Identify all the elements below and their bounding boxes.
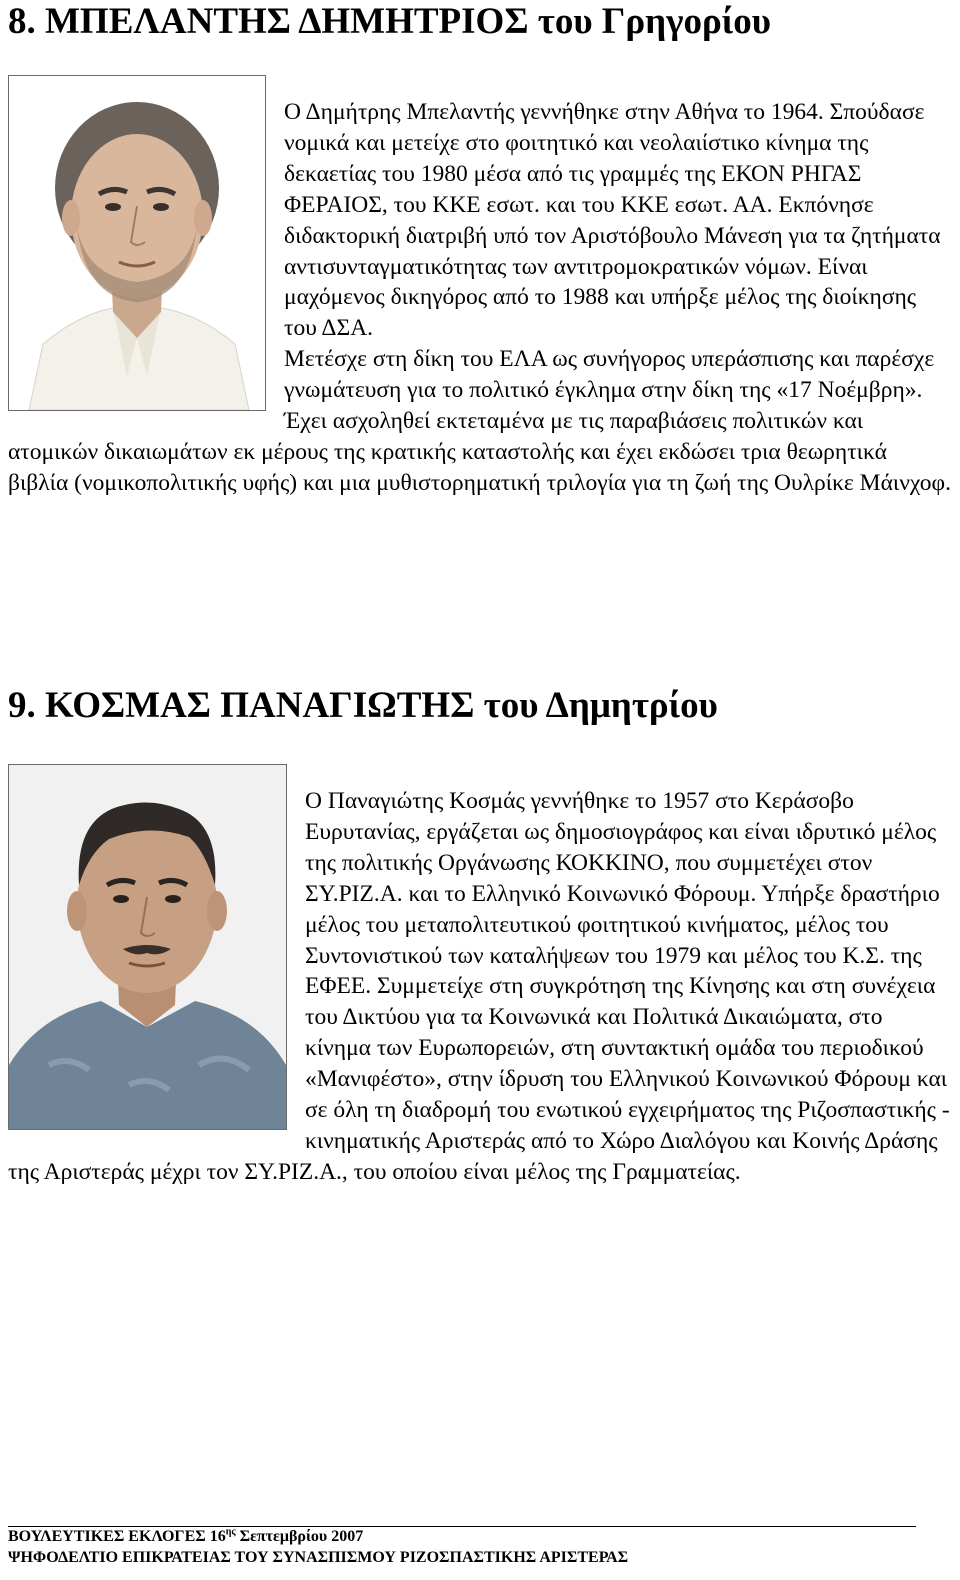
candidate-8-bio-paragraph-1: Ο Δημήτρης Μπελαντής γεννήθηκε στην Αθήνα το 1964. Σπούδασε νομικά και μετείχε στο φοιτητικό και νεολαιίστικο κίνημα της δεκαετίας του 1980 μέσα από τις γραμμές της ΕΚΟΝ ΡΗΓΑΣ ΦΕΡΑΙΟΣ, του ΚΚΕ εσωτ. και του ΚΚΕ εσωτ. ΑΑ. Εκπόνησε διδακτορική διατριβή υπό τον Αριστόβουλο Μάνεση για τα ζητήματα αντισυνταγματικότητας των αντιτρομοκρατικών νόμων. Είναι μαχόμενος δικηγόρος από το 1988 και υπήρξε μέλος της διοίκησης του ΔΣΑ.	[284, 99, 941, 342]
candidate-8-photo	[8, 75, 266, 411]
candidate-9-bio-paragraph: Ο Παναγιώτης Κοσμάς γεννήθηκε το 1957 στο Κεράσοβο Ευρυτανίας, εργάζεται ως δημοσιογράφος και είναι ιδρυτικό μέλος της πολιτικής Οργάνωσης ΚΟΚΚΙΝΟ, που συμμετέχει στον ΣΥ.ΡΙΖ.Α. και το Ελληνικό Κοινωνικό Φόρουμ. Υπήρξε δραστήριο μέλος του μεταπολιτευτικού φοιτητικού κινήματος, μέλος του Συντονιστικού των καταλήψεων του 1979 και μέλος του Κ.Σ. της ΕΦΕΕ. Συμμετείχε στη συγκρότηση της Κίνησης και στη συνέχεια του Δικτύου για τα Κοινωνικά και Πολιτικά Δικαιώματα, στο κίνημα των Ευρωπορειών, στη συντακτική ομάδα του περιοδικού «Μανιφέστο», στην ίδρυση του Ελληνικού Κοινωνικού Φόρουμ και σε όλη τη διαδρομή του ενωτικού εγχειρήματος της Ριζοσπαστικής - κινηματικής Αριστεράς από το Χώρο Διαλόγου και Κοινής Δράσης της Αριστεράς μέχρι τον ΣΥ.ΡΙΖ.Α., του οποίου είναι μέλος της Γραμματείας.	[8, 788, 950, 1185]
candidate-8-bio-paragraph-2: Μετέσχε στη δίκη του ΕΛΑ ως συνήγορος υπεράσπισης και παρέσχε γνωμάτευση για το πολιτικό έγκλημα στην δίκη της «17 Νοέμβρη». Έχει ασχοληθεί εκτεταμένα με τις παραβιάσεις πολιτικών και ατομικών δικαιωμάτων εκ μέρους της κρατικής καταστολής και έχει εκδώσει τρια θεωρητικά βιβλία (νομικοπολιτικής υφής) και μια μυθιστορηματική τριλογία για τη ζωή της Ουλρίκε Μάινχοφ.	[8, 346, 951, 496]
footer-ballot-line: ΨΗΦΟΔΕΛΤΙΟ ΕΠΙΚΡΑΤΕΙΑΣ ΤΟΥ ΣΥΝΑΣΠΙΣΜΟΥ ΡΙΖΟΣΠΑΣΤΙΚΗΣ ΑΡΙΣΤΕΡΑΣ	[8, 1549, 629, 1566]
footer-election-line: ΒΟΥΛΕΥΤΙΚΕΣ ΕΚΛΟΓΕΣ $16^{\eta\varsigma}$ Σεπτεμβρίου 2007	[8, 1526, 364, 1545]
candidate-8-heading: 8. ΜΠΕΛΑΝΤΗΣ ΔΗΜΗΤΡΙΟΣ του Γρηγορίου	[8, 1, 771, 42]
candidate-9-heading: 9. ΚΟΣΜΑΣ ΠΑΝΑΓΙΩΤΗΣ του Δημητρίου	[8, 685, 718, 726]
candidate-9-photo	[8, 764, 287, 1130]
candidate-9-bio	[8, 786, 953, 1188]
candidate-8-bio	[8, 97, 953, 499]
